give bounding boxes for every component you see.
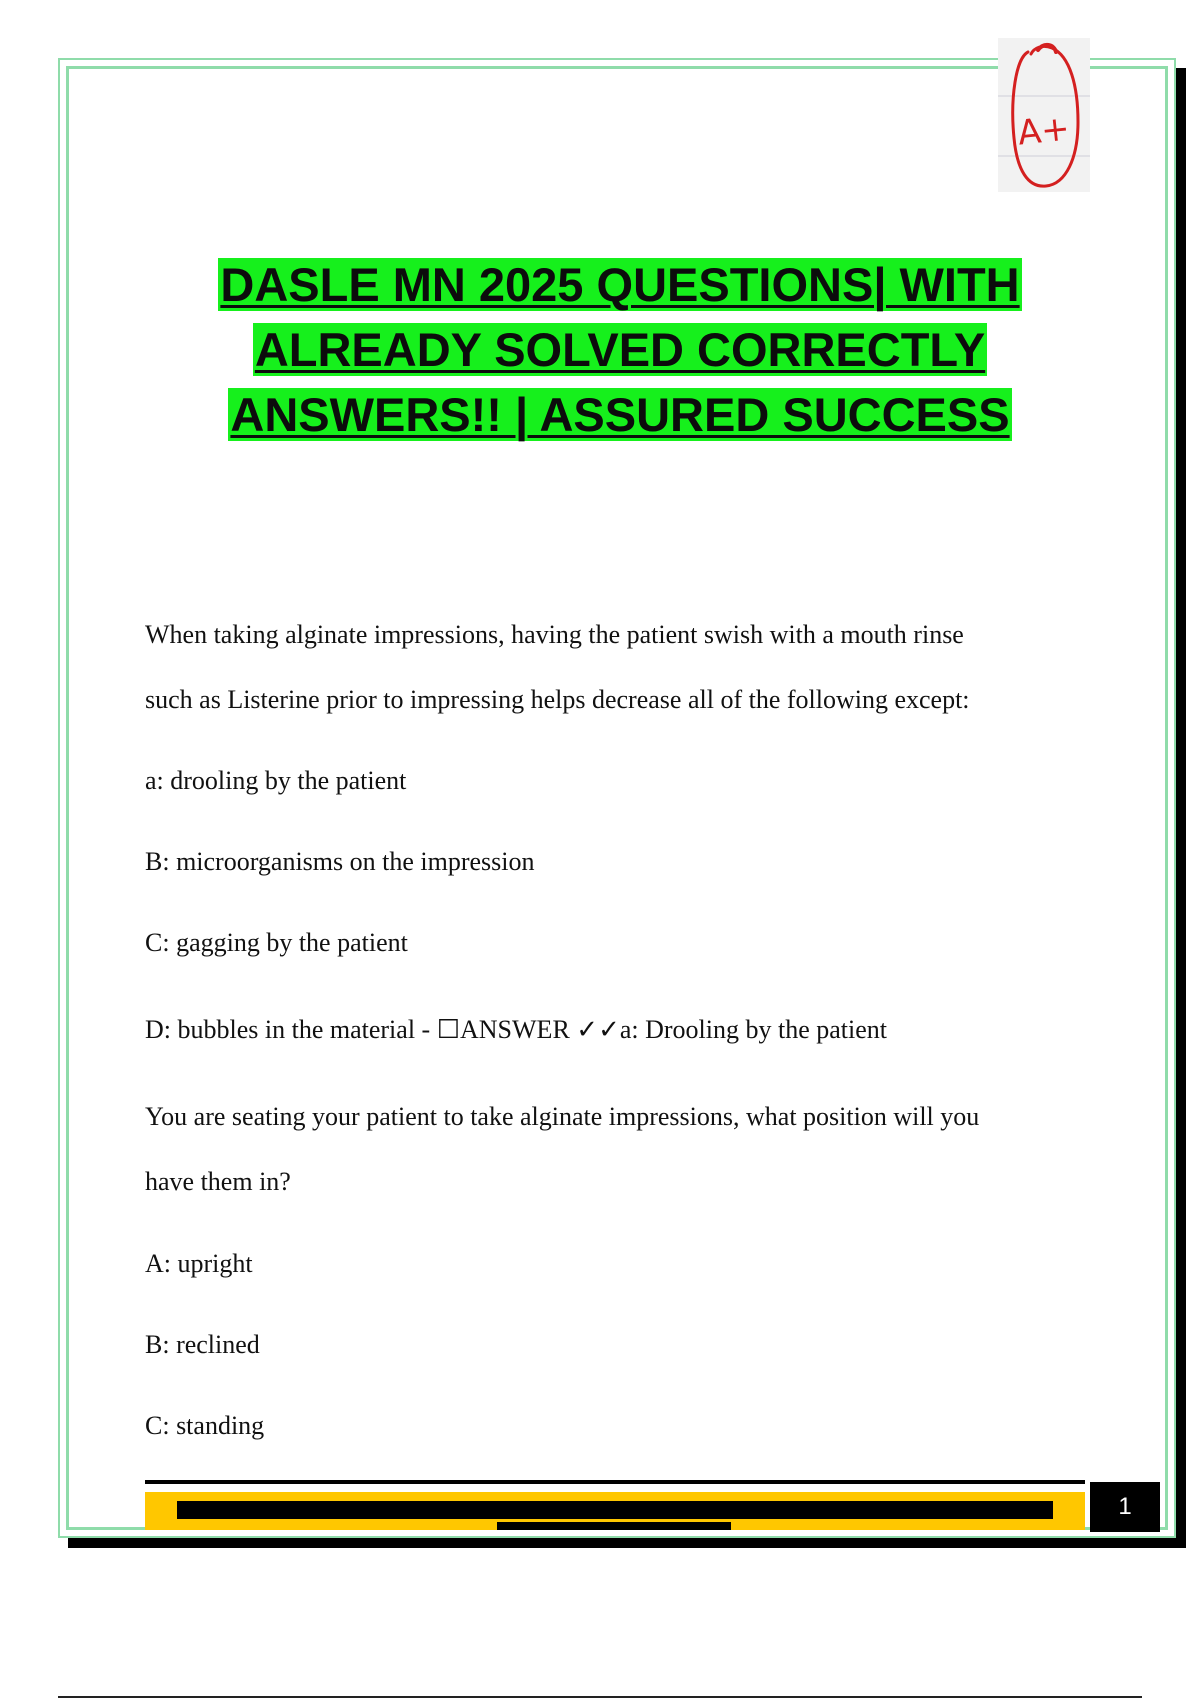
question-1-line-1: When taking alginate impressions, having the patient swish with a mouth rinse — [145, 620, 964, 649]
question-1-option-c: C: gagging by the patient — [145, 928, 408, 957]
grade-stamp-drawing — [998, 38, 1090, 192]
question-2-option-a: A: upright — [145, 1249, 253, 1278]
question-2-line-2: have them in? — [145, 1167, 291, 1196]
question-1-option-d-answer: D: bubbles in the material - ☐ANSWER ✓✓a: Drooling by the patient — [145, 1015, 888, 1044]
question-1-option-b: B: microorganisms on the impression — [145, 847, 535, 876]
footer-rule — [145, 1480, 1085, 1484]
footer-bar-inner — [177, 1501, 1053, 1519]
question-1-line-2: such as Listerine prior to impressing helps decrease all of the following except: — [145, 685, 970, 714]
page-number: 1 — [1090, 1482, 1160, 1532]
title-line-1: DASLE MN 2025 QUESTIONS| WITH — [220, 258, 1020, 311]
question-2-option-b: B: reclined — [145, 1330, 260, 1359]
bottom-rule — [58, 1696, 1142, 1698]
question-2-option-c: C: standing — [145, 1411, 265, 1440]
question-2-line-1: You are seating your patient to take alginate impressions, what position will you — [145, 1102, 980, 1131]
question-1-option-a: a: drooling by the patient — [145, 766, 407, 795]
footer-bar — [145, 1492, 1085, 1530]
grade-stamp-text: A+ — [1015, 108, 1072, 154]
title-line-3: ANSWERS!! | ASSURED SUCCESS — [230, 388, 1010, 441]
footer-bar-tab — [497, 1522, 731, 1530]
title-line-2: ALREADY SOLVED CORRECTLY — [254, 323, 986, 376]
grade-stamp — [998, 38, 1090, 192]
document-title — [150, 252, 1090, 447]
